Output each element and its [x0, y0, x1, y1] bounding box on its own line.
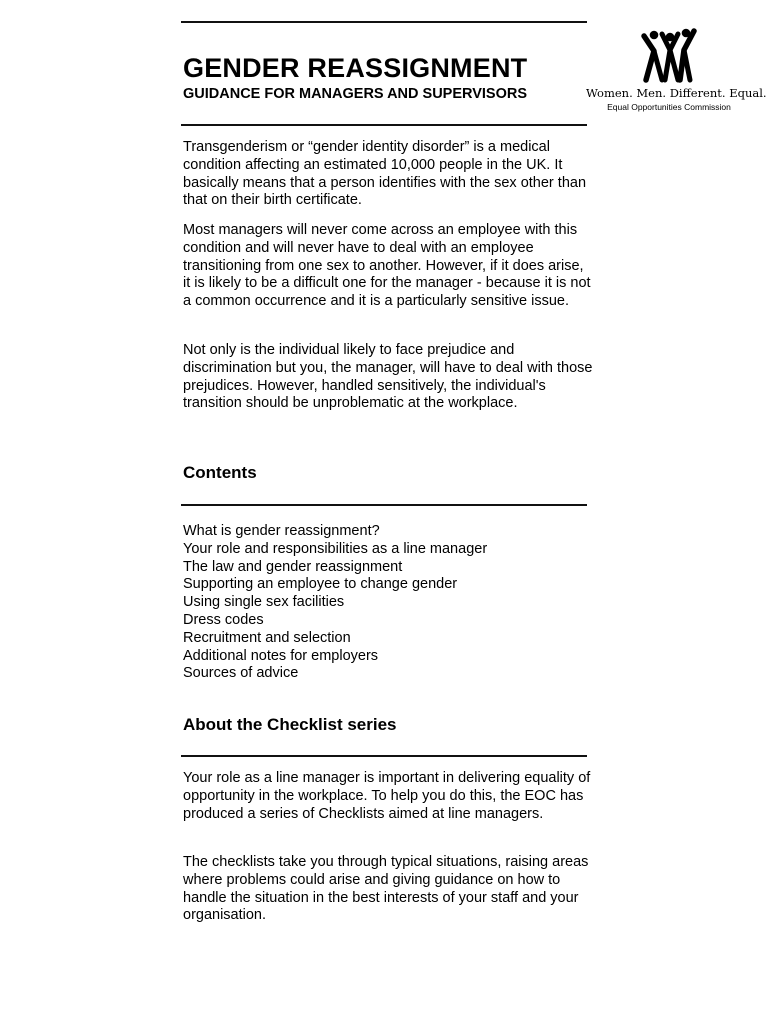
three-figures-icon — [586, 28, 756, 86]
logo-tagline: Women. Men. Different. Equal. — [586, 86, 767, 100]
page-subtitle: GUIDANCE FOR MANAGERS AND SUPERVISORS — [183, 86, 528, 102]
list-item: Your role and responsibilities as a line manager — [183, 540, 488, 557]
checklist-paragraph-1: Your role as a line manager is important in delivering equality of opportunity in the workplace. To help you do this, the EOC has produced a series of Checklists aimed at line managers. — [183, 770, 591, 822]
list-item: Sources of advice — [183, 665, 299, 682]
list-item: Recruitment and selection — [183, 629, 351, 646]
list-item: Additional notes for employers — [183, 647, 379, 664]
list-item: What is gender reassignment? — [183, 523, 380, 539]
checklist-rule — [181, 755, 587, 757]
eoc-logo — [586, 28, 767, 118]
header-rule — [181, 124, 587, 126]
intro-paragraph-3: Not only is the individual likely to face prejudice and discrimination but you, the manager, will have to deal with those prejudices. However, handled sensitively, the individual's transition should be unproblematic at the workplace. — [183, 342, 593, 412]
logo-organisation: Equal Opportunities Commission — [607, 102, 731, 112]
intro-paragraph-2: Most managers will never come across an employee with this condition and will never have to deal with an employee transitioning from one sex to another. However, if it does arise, it is likely to be a difficult one for the manager - because it is not a common occurrence and it is a particularly sensitive issue. — [183, 222, 591, 310]
list-item: Dress codes — [183, 611, 264, 628]
contents-list — [183, 523, 487, 683]
checklist-paragraph-2: The checklists take you through typical situations, raising areas where problems could arise and giving guidance on how to handle the situation in the best interests of your staff and your organisation. — [183, 854, 589, 924]
contents-heading: Contents — [183, 463, 257, 482]
checklist-heading: About the Checklist series — [183, 715, 397, 734]
intro-paragraph-1: Transgenderism or “gender identity disorder” is a medical condition affecting an estimated 10,000 people in the UK. It basically means that a person identifies with the sex other than that on their birth certificate. — [183, 139, 587, 209]
contents-rule — [181, 504, 587, 506]
top-rule — [181, 21, 587, 23]
list-item: Supporting an employee to change gender — [183, 576, 458, 593]
list-item: The law and gender reassignment — [183, 558, 403, 575]
list-item: Using single sex facilities — [183, 594, 345, 611]
page-title: GENDER REASSIGNMENT — [183, 53, 528, 83]
